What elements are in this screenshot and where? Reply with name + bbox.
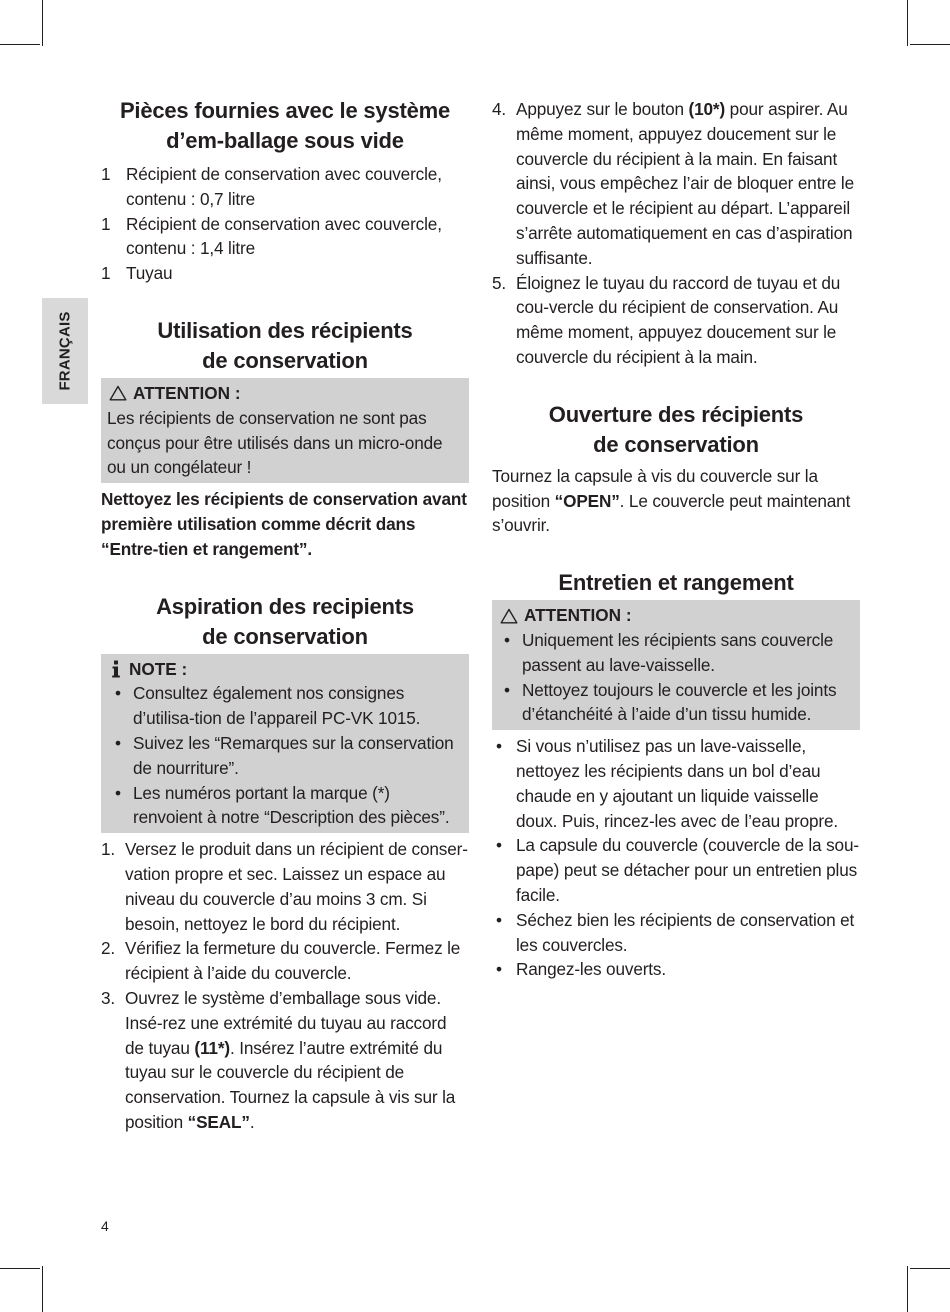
list-item: • Les numéros portant la marque (*) renvoient à notre “Description des pièces”. [115, 782, 450, 828]
attention-label: ATTENTION : [133, 382, 241, 403]
aspiration-steps-continued [492, 97, 860, 370]
crop-mark [907, 1266, 908, 1312]
info-icon [109, 658, 123, 680]
crop-mark [42, 0, 43, 46]
crop-mark [0, 1268, 40, 1269]
list-item: • Nettoyez toujours le couvercle et les joints d’étanchéité à l’aide d’un tissu humide. [504, 679, 837, 725]
list-item: • Uniquement les récipients sans couvercle passent au lave-vaisselle. [504, 629, 834, 675]
page-number: 4 [101, 1218, 109, 1234]
crop-mark [910, 44, 950, 45]
list-item: • Rangez-les ouverts. [496, 959, 666, 980]
list-item: • Suivez les “Remarques sur la conservation de nourriture”. [115, 732, 454, 778]
opening-text: Tournez la capsule à vis du couvercle sur la position “OPEN”. Le couvercle peut maintenant s’ouvrir. [492, 465, 851, 536]
list-item: 1 Tuyau [101, 263, 173, 284]
crop-mark [42, 1266, 43, 1312]
opening-heading: Ouverture des récipients de conservation [548, 401, 804, 457]
list-item: • La capsule du couvercle (couvercle de la sou-pape) peut se détacher pour un entretien plus facile. [496, 835, 859, 905]
attention-text: Les récipients de conservation ne sont pas conçus pour être utilisés dans un micro-onde ou un congélateur ! [107, 407, 443, 478]
note-list [109, 681, 463, 830]
aspiration-steps [101, 837, 469, 1135]
care-heading: Entretien et rangement [558, 570, 794, 596]
care-list [492, 734, 860, 982]
care-attention-list [498, 628, 854, 727]
usage-heading: Utilisation des récipients de conservation [157, 317, 413, 373]
note-label: NOTE : [129, 658, 188, 679]
list-item: • Si vous n’utilisez pas un lave-vaisselle, nettoyez les récipients dans un bol d’eau chaude en y ajoutant un liquide vaisselle doux. Puis, rincez-les avec de l’eau propre. [496, 736, 839, 831]
warning-triangle-icon [498, 605, 520, 627]
step-item: 2. Vérifiez la fermeture du couvercle. Fermez le récipient à l’aide du couvercle. [101, 938, 461, 984]
parts-heading: Pièces fournies avec le système d’em-ballage sous vide [119, 98, 451, 153]
crop-mark [907, 0, 908, 46]
step-item: 5. Éloignez le tuyau du raccord de tuyau et du cou-vercle du récipient de conservation. Au même moment, appuyez doucement sur le couvercle du récipient à la main. [492, 272, 841, 367]
clean-before-use-note: Nettoyez les récipients de conservation avant première utilisation comme décrit dans “Entre-tien et rangement”. [101, 489, 467, 559]
language-tab [42, 298, 88, 404]
warning-triangle-icon [107, 382, 129, 404]
crop-mark [910, 1268, 950, 1269]
list-item: 1 Récipient de conservation avec couvercle, contenu : 1,4 litre [101, 213, 442, 259]
care-attention-box [492, 600, 860, 730]
note-box [101, 654, 469, 834]
language-label: FRANÇAIS [56, 311, 74, 391]
attention-box [101, 378, 469, 483]
step-item: 4. Appuyez sur le bouton (10*) pour aspirer. Au même moment, appuyez doucement sur le couvercle du récipient à la main. En faisant ainsi, vous empêchez l’air de bloquer entre le couvercle et le récipient au départ. L’appareil s’arrête automatiquement en cas d’aspiration suffisante. [492, 99, 855, 268]
step-item: 1. Versez le produit dans un récipient de conser-vation propre et sec. Laissez un espace au niveau du couvercle d’au moins 3 cm. Si besoin, nettoyez le bord du récipient. [101, 839, 468, 934]
step-item: 3. Ouvrez le système d’emballage sous vide. Insé-rez une extrémité du tuyau au raccord de tuyau (11*). Insérez l’autre extrémité du tuyau sur le couvercle du récipient de conservation. Tournez la capsule à vis sur la position “SEAL”. [101, 987, 456, 1132]
left-column [101, 96, 469, 1135]
list-item: 1 Récipient de conservation avec couvercle, contenu : 0,7 litre [101, 164, 442, 209]
list-item: • Consultez également nos consignes d’utilisa-tion de l’appareil PC-VK 1015. [115, 683, 421, 729]
aspiration-heading: Aspiration des recipients de conservation [156, 593, 414, 649]
attention-label: ATTENTION : [524, 605, 632, 626]
right-column [492, 97, 860, 982]
list-item: • Séchez bien les récipients de conservation et les couvercles. [496, 909, 855, 955]
parts-list [101, 162, 469, 286]
crop-mark [0, 44, 40, 45]
